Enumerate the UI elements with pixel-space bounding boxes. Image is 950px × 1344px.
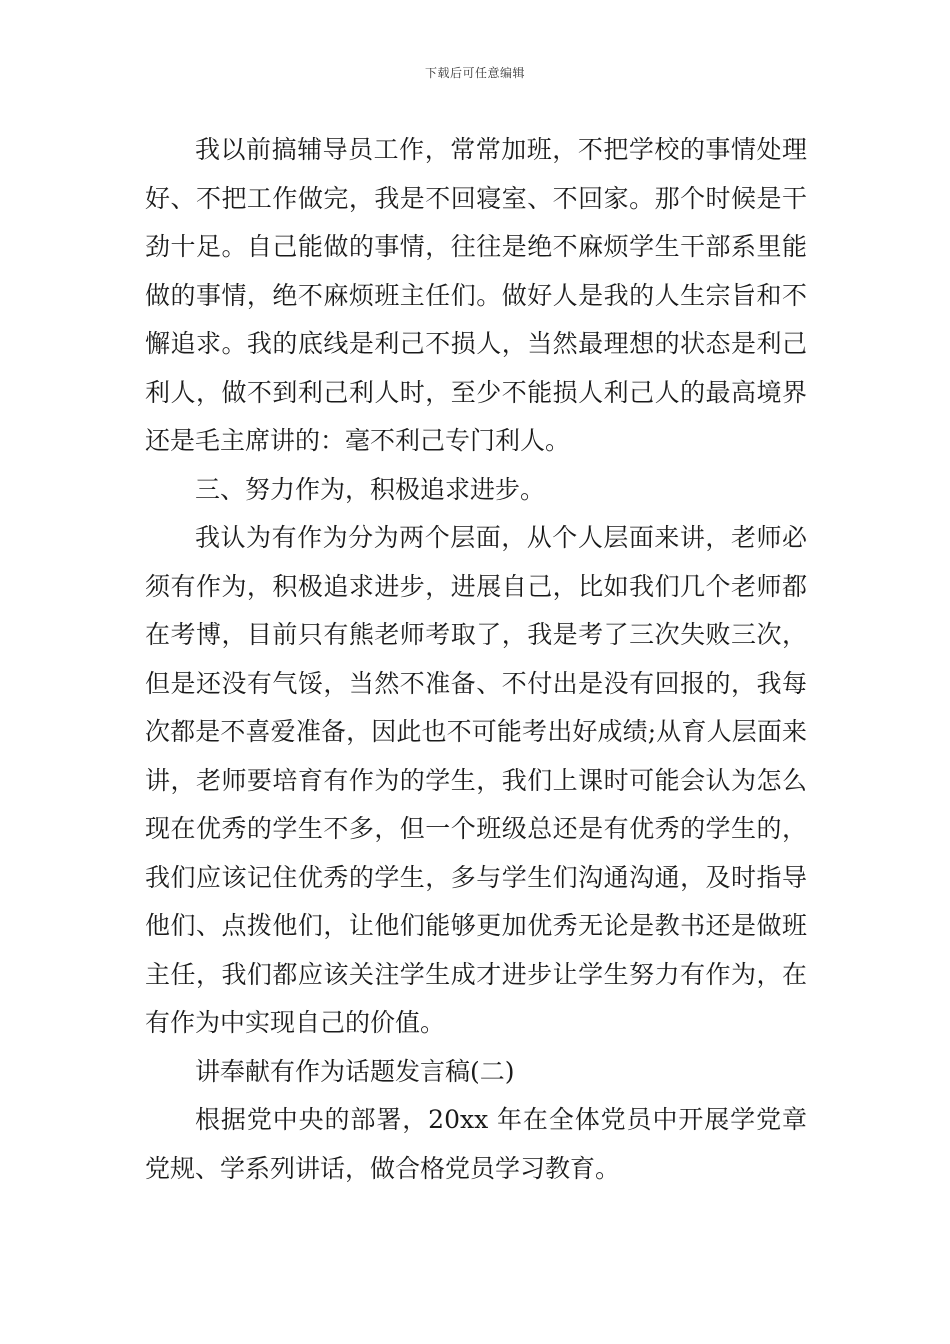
paragraph-counselor-work: 我以前搞辅导员工作，常常加班，不把学校的事情处理好、不把工作做完，我是不回寝室、不回家。那个时候是干劲十足。自己能做的事情，往往是绝不麻烦学生干部系里能做的事情，绝不麻烦班主任们。做好人是我的人生宗旨和不懈追求。我的底线是利己不损人，当然最理想的状态是利己利人，做不到利己利人时，至少不能损人利己人的最高境界还是毛主席讲的：毫不利己专门利人。 xyxy=(145,135,807,455)
document-body xyxy=(145,126,807,1193)
paragraph-two-levels: 我认为有作为分为两个层面，从个人层面来讲，老师必须有作为，积极追求进步，进展自己，比如我们几个老师都在考博，目前只有熊老师考取了，我是考了三次失败三次，但是还没有气馁，当然不准备、不付出是没有回报的，我每次都是不喜爱准备，因此也不可能考出好成绩;从育人层面来讲，老师要培育有作为的学生，我们上课时可能会认为怎么现在优秀的学生不多，但一个班级总还是有优秀的学生的，我们应该记住优秀的学生，多与学生们沟通沟通，及时指导他们、点拨他们，让他们能够更加优秀无论是教书还是做班主任，我们都应该关注学生成才进步让学生努力有作为，在有作为中实现自己的价值。 xyxy=(145,523,807,1037)
header-note: 下载后可任意编辑 xyxy=(424,66,525,80)
section-heading-three: 三、努力作为，积极追求进步。 xyxy=(195,474,546,504)
speech-title-two: 讲奉献有作为话题发言稿(二) xyxy=(195,1056,515,1086)
paragraph-party-deployment: 根据党中央的部署，20xx 年在全体党员中开展学党章党规、学系列讲话，做合格党员学习教育。 xyxy=(145,1105,807,1183)
